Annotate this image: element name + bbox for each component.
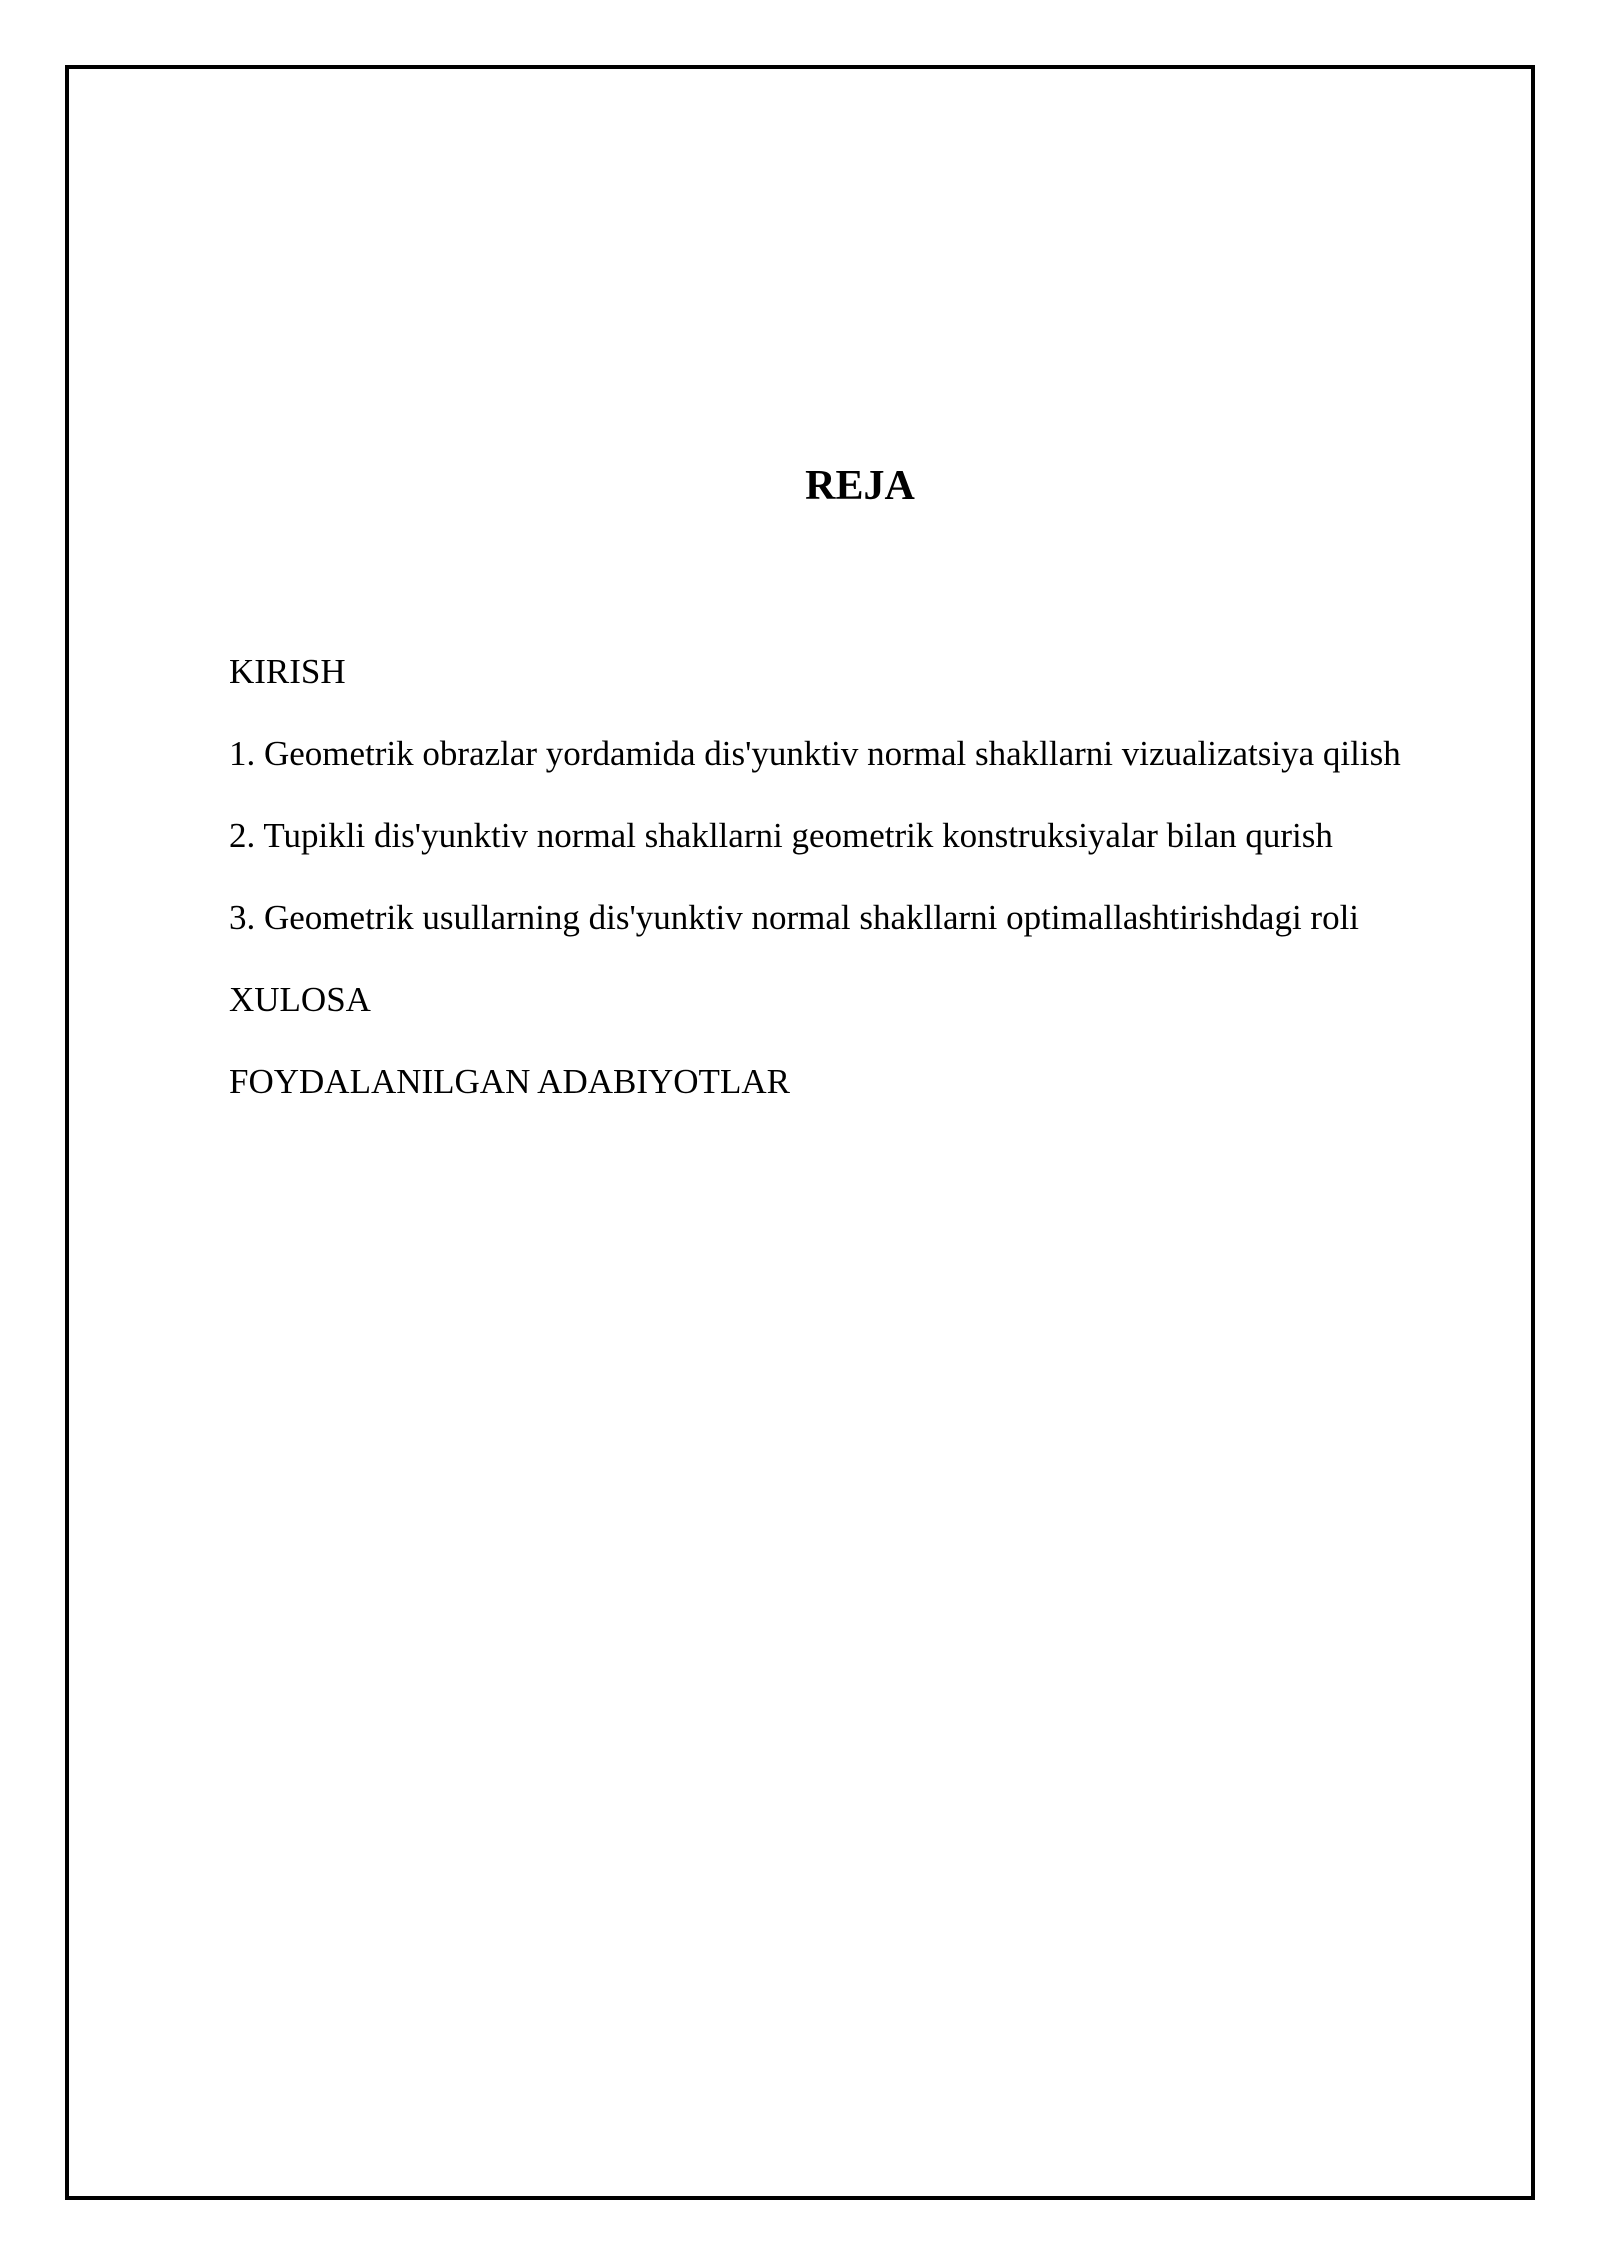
toc-item-introduction: KIRISH [229, 652, 346, 691]
toc-item-2: 2. Tupikli dis'yunktiv normal shakllarni geometrik konstruksiyalar bilan qurish [229, 816, 1333, 855]
table-of-contents [229, 640, 1479, 1132]
toc-item-references: FOYDALANILGAN ADABIYOTLAR [229, 1062, 790, 1101]
toc-item-1: 1. Geometrik obrazlar yordamida dis'yunktiv normal shakllarni vizualizatsiya qilish [229, 734, 1401, 773]
page-title: REJA [805, 463, 915, 509]
page-border [65, 65, 1535, 2200]
toc-item-conclusion: XULOSA [229, 980, 371, 1019]
toc-item-3: 3. Geometrik usullarning dis'yunktiv normal shakllarni optimallashtirishdagi roli [229, 898, 1360, 937]
